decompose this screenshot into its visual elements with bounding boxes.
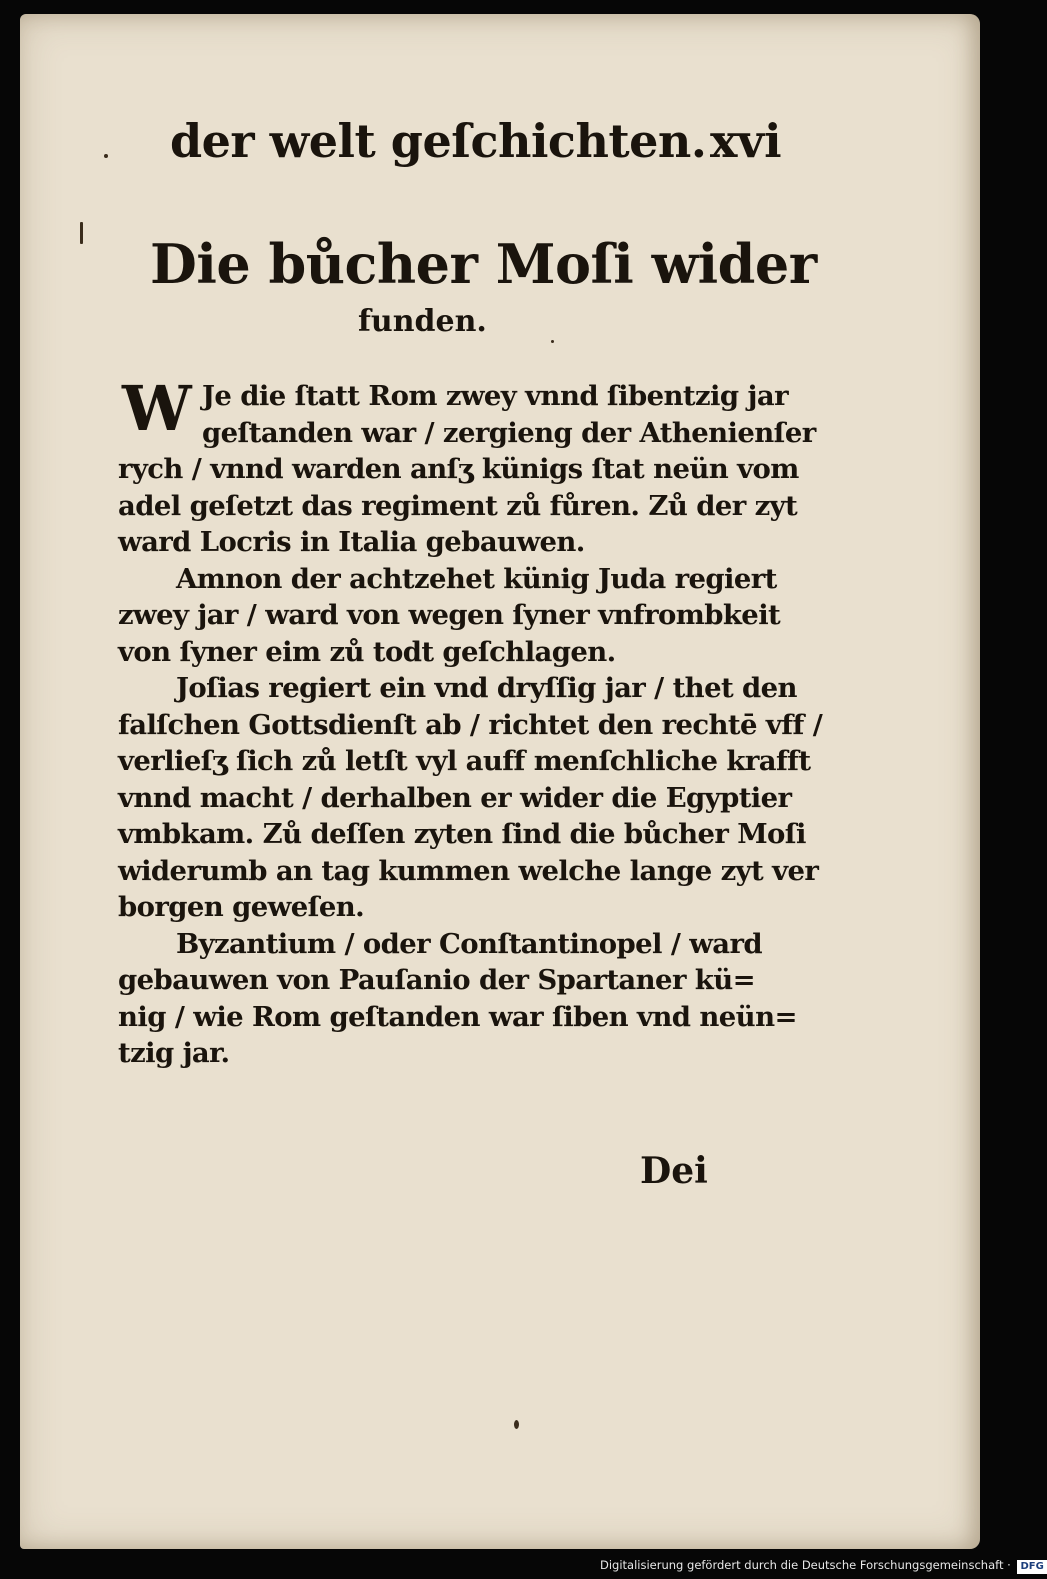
section-heading-continued: funden. (358, 304, 487, 339)
drop-cap: W (122, 372, 192, 445)
text-line: rych / vnnd warden anſʒ künigs ſtat neün vom (118, 453, 799, 485)
ink-speck (551, 340, 554, 343)
text-line: verlieſʒ ſich zů letſt vyl auff menſchliche krafft (118, 745, 811, 777)
text-line: vmbkam. Zů deſſen zyten ſind die bůcher Moſi (118, 818, 806, 850)
dfg-logo: DFG (1017, 1560, 1046, 1574)
text-line: Amnon der achtzehet künig Juda regiert (176, 562, 777, 595)
text-line: ward Locris in Italia gebauwen. (118, 526, 585, 558)
text-line: vnnd macht / derhalben er wider die Egyptier (118, 781, 792, 814)
text-line: widerumb an tag kummen welche lange zyt ver (118, 854, 819, 887)
ink-speck (104, 154, 108, 158)
section-heading: Die bůcher Moſi wider (150, 232, 817, 296)
text-line: Je die ſtatt Rom zwey vnnd ſibentzig jar (202, 380, 788, 412)
book-page (20, 14, 980, 1549)
text-line: gebauwen von Pauſanio der Spartaner kü= (118, 964, 756, 996)
ink-mark (80, 222, 83, 244)
text-line: geſtanden war / zergieng der Athenienſer (202, 416, 816, 449)
text-line: tzig jar. (118, 1037, 230, 1069)
folio-number: xvi (710, 114, 782, 168)
text-line: Joſias regiert ein vnd dryſſig jar / thet den (176, 672, 797, 704)
footer-text: Digitalisierung gefördert durch die Deutsche Forschungsgemeinschaft · (600, 1558, 1011, 1572)
body-text (118, 372, 823, 1072)
text-line: nig / wie Rom geſtanden war ſiben vnd neün= (118, 1000, 797, 1033)
running-head: der welt geſchichten. (170, 114, 707, 168)
text-line: adel geſetzt das regiment zů fůren. Zů der zyt (118, 489, 798, 522)
ink-speck (514, 1420, 519, 1429)
text-line: zwey jar / ward von wegen ſyner vnfrombkeit (118, 599, 781, 631)
catchword: Dei (640, 1150, 708, 1192)
footer-attribution (600, 1552, 1044, 1579)
text-line: borgen geweſen. (118, 891, 365, 923)
text-line: falſchen Gottsdienſt ab / richtet den rechtē vff / (118, 708, 823, 741)
text-line: von ſyner eim zů todt geſchlagen. (118, 635, 616, 668)
text-line: Byzantium / oder Conſtantinopel / ward (176, 927, 763, 960)
